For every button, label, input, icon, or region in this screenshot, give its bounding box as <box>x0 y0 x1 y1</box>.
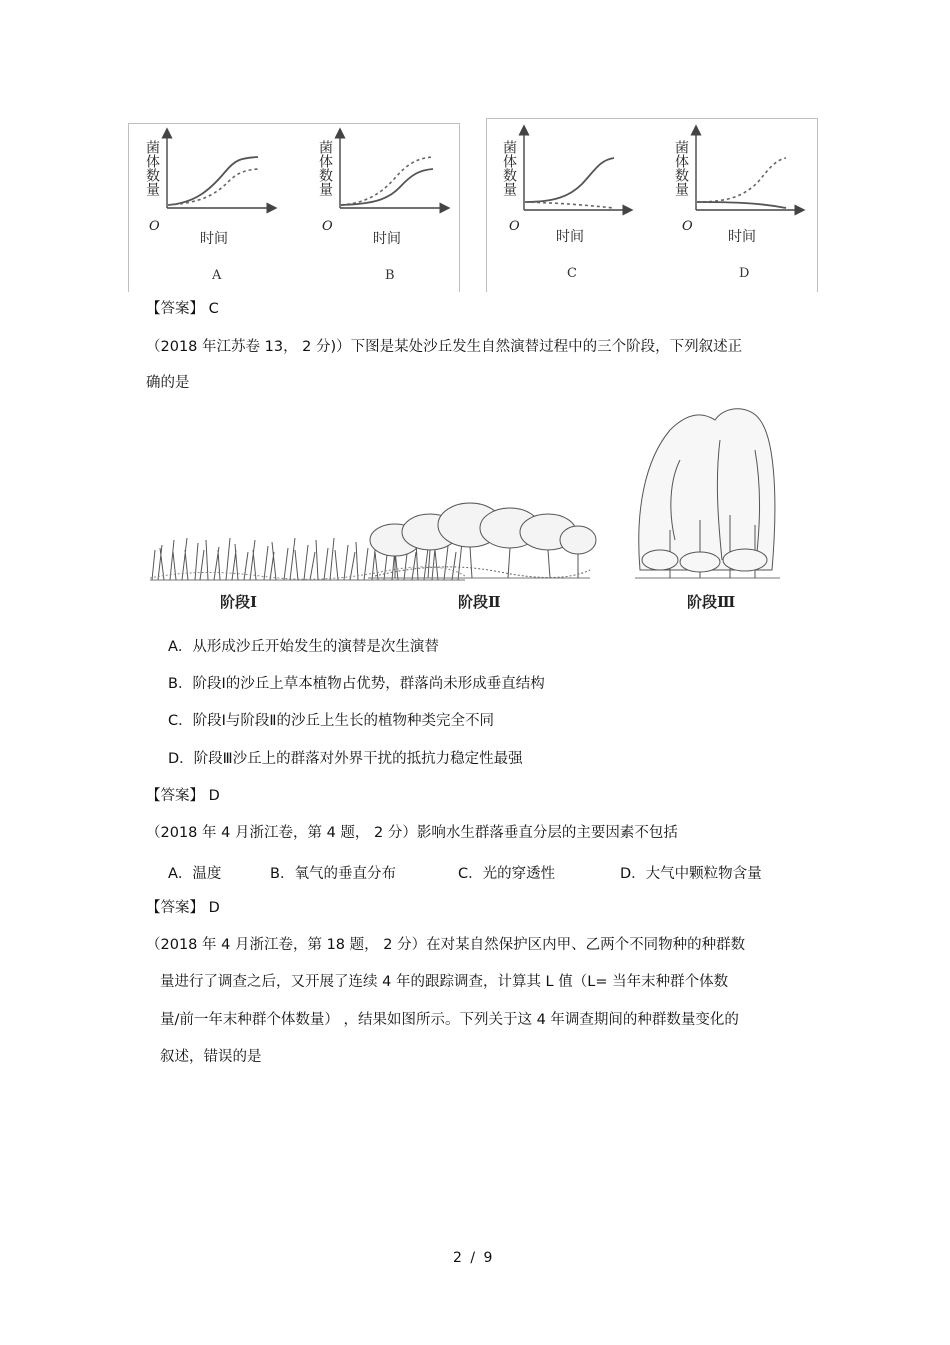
q4-line2: 量进行了调查之后，又开展了连续 4 年的跟踪调查，计算其 L 值（L= 当年末种群个体数 <box>160 974 729 990</box>
stage-2-caption: 阶段Ⅱ <box>458 593 501 611</box>
solid-curve <box>697 202 786 208</box>
q2-stem-line2: 确的是 <box>146 375 190 391</box>
panel-b <box>317 133 445 283</box>
panel-letter: B <box>385 268 395 283</box>
y-axis-label: 菌体数量 <box>144 140 160 196</box>
q2-option-a: A．从形成沙丘开始发生的演替是次生演替 <box>168 639 439 655</box>
panel-letter: D <box>739 266 750 281</box>
q2-stem-line1: （2018 年江苏卷 13， 2 分)）下图是某处沙丘发生自然演替过程中的三个阶段，下列叙述正 <box>146 339 743 355</box>
page-number: 2 / 9 <box>453 1250 495 1266</box>
dashed-curve <box>525 202 614 208</box>
panel-letter: C <box>567 266 577 281</box>
y-axis-label: 菌体数量 <box>317 140 333 196</box>
growth-curves-figure <box>0 0 950 300</box>
answer-q1: 【答案】 C <box>146 301 219 317</box>
q4-line1: （2018 年 4 月浙江卷，第 18 题， 2 分）在对某自然保护区内甲、乙两个不同物种的种群数 <box>146 937 746 953</box>
q3-stem: （2018 年 4 月浙江卷，第 4 题， 2 分）影响水生群落垂直分层的主要因素不包括 <box>146 825 678 841</box>
origin-label: O <box>149 219 160 234</box>
stage-1-caption: 阶段Ⅰ <box>220 593 258 611</box>
solid-curve <box>168 157 258 205</box>
y-axis-label: 菌体数量 <box>501 140 517 196</box>
origin-label: O <box>682 219 693 234</box>
stage-2-shrub-illustration <box>368 503 596 578</box>
answer-q3: 【答案】 D <box>146 900 220 916</box>
answer-q2: 【答案】 D <box>146 788 220 804</box>
panel-d <box>673 130 800 281</box>
panel-letter: A <box>212 268 222 283</box>
dashed-curve <box>168 169 258 205</box>
q2-option-d: D．阶段Ⅲ沙丘上的群落对外界干扰的抵抗力稳定性最强 <box>168 751 523 767</box>
dashed-curve <box>697 158 786 202</box>
stage-3-forest-illustration <box>635 409 780 578</box>
q3-option-c: C．光的穿透性 <box>458 866 556 882</box>
x-axis-label: 时间 <box>728 229 756 245</box>
origin-label: O <box>509 219 520 234</box>
q3-option-b: B．氧气的垂直分布 <box>270 866 396 882</box>
q3-option-a: A．温度 <box>168 866 222 882</box>
q3-option-d: D．大气中颗粒物含量 <box>620 866 762 882</box>
solid-curve <box>525 158 614 202</box>
x-axis-label: 时间 <box>556 229 584 245</box>
x-axis-label: 时间 <box>373 231 401 247</box>
q2-option-b: B．阶段Ⅰ的沙丘上草本植物占优势，群落尚未形成垂直结构 <box>168 676 545 692</box>
stage-3-caption: 阶段Ⅲ <box>687 593 736 611</box>
q4-line3: 量/前一年末种群个体数量） ，结果如图所示。下列关于这 4 年调查期间的种群数量变化的 <box>160 1012 739 1028</box>
origin-label: O <box>322 219 333 234</box>
succession-stages-figure <box>140 400 790 620</box>
q4-line4: 叙述，错误的是 <box>160 1049 262 1065</box>
panel-c <box>501 130 628 281</box>
x-axis-label: 时间 <box>200 231 228 247</box>
q2-option-c: C．阶段Ⅰ与阶段Ⅱ的沙丘上生长的植物种类完全不同 <box>168 713 495 729</box>
panel-a <box>144 133 272 283</box>
y-axis-label: 菌体数量 <box>673 140 689 196</box>
